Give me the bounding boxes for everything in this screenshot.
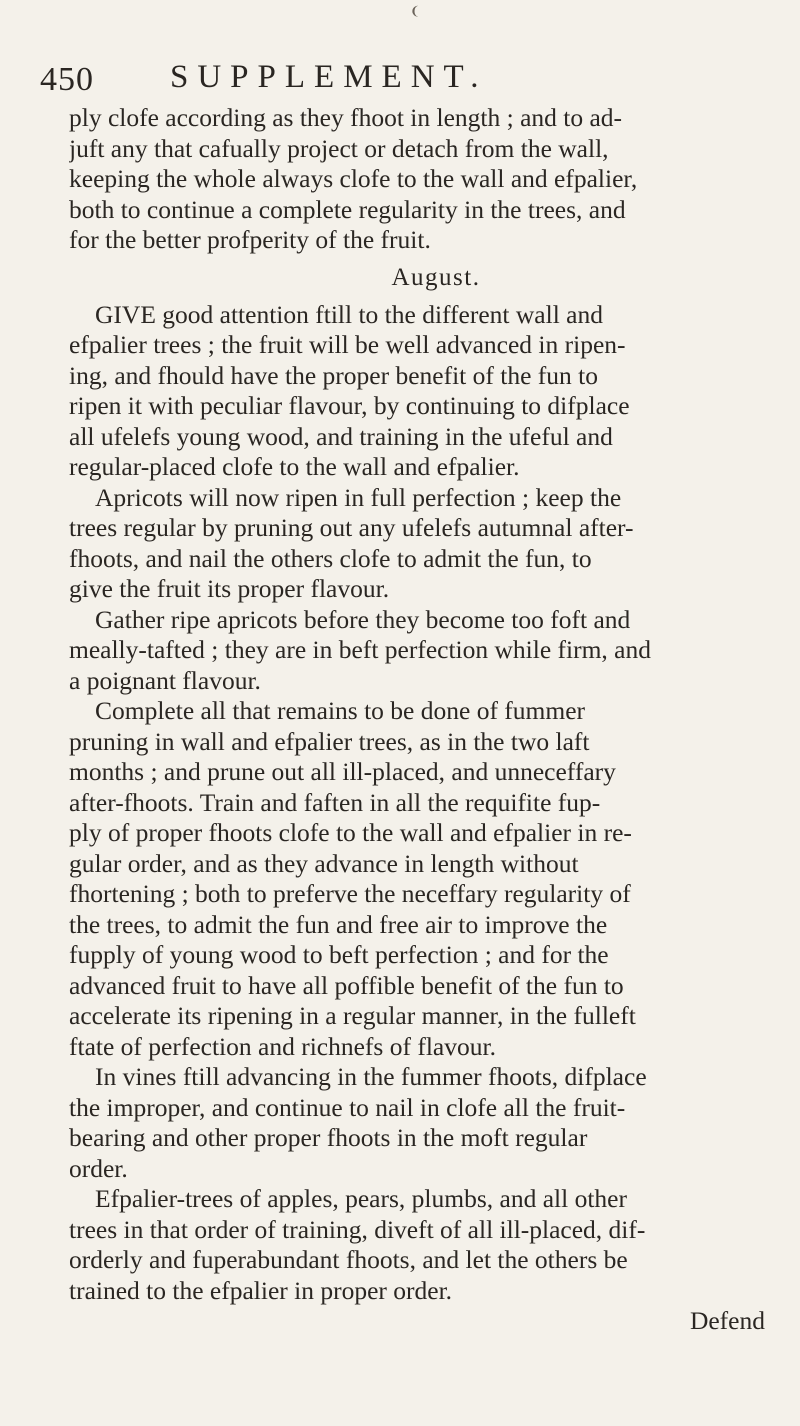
text-line: pruning in wall and efpalier trees, as in the two laft <box>69 726 590 756</box>
text-line: meally-tafted ; they are in beft perfection while firm, and <box>69 635 652 664</box>
text-line: efpalier trees ; the fruit will be well advanced in ripen- <box>69 330 626 359</box>
text-line: regular-placed clofe to the wall and efpalier. <box>69 452 520 481</box>
text-line: trees regular by pruning out any ufelefs autumnal after- <box>69 513 634 542</box>
text-line: advanced fruit to have all poffible benefit of the fun to <box>69 970 624 1000</box>
text-line: ing, and fhould have the proper benefit of the fun to <box>69 360 598 390</box>
text-line: both to continue a complete regularity in the trees, and <box>69 194 626 224</box>
text-line: GIVE good attention ftill to the different wall and <box>95 299 603 329</box>
text-line: months ; and prune out all ill-placed, and unneceffary <box>69 757 616 786</box>
page-number: 450 <box>40 61 94 98</box>
text-line: orderly and fuperabundant fhoots, and let the others be <box>69 1245 628 1274</box>
text-line: for the better profperity of the fruit. <box>69 225 431 254</box>
text-line: after-fhoots. Train and faften in all the requifite fup- <box>69 787 601 817</box>
text-line: In vines ftill advancing in the fummer fhoots, difplace <box>95 1062 647 1091</box>
text-line: fhoots, and nail the others clofe to admit the fun, to <box>69 543 592 573</box>
text-line: ripen it with peculiar flavour, by continuing to difplace <box>69 391 630 420</box>
ink-mark: ❨ <box>410 4 421 18</box>
running-head: SUPPLEMENT. <box>170 59 488 95</box>
text-line: Complete all that remains to be done of fummer <box>95 696 586 725</box>
text-line: ftate of perfection and richnefs of flavour. <box>69 1031 496 1061</box>
text-line: Gather ripe apricots before they become too foft and <box>95 604 631 634</box>
text-line: order. <box>69 1153 128 1183</box>
text-line: trees in that order of training, diveft of all ill-placed, dif- <box>69 1214 646 1244</box>
text-line: bearing and other proper fhoots in the moft regular <box>69 1123 588 1152</box>
body-text <box>69 103 769 1336</box>
catchword: Defend <box>689 1306 765 1335</box>
text-line: trained to the efpalier in proper order. <box>69 1275 453 1305</box>
text-line: give the fruit its proper flavour. <box>69 574 390 603</box>
text-line: gular order, and as they advance in length without <box>69 848 579 878</box>
text-line: fupply of young wood to beft perfection ; and for the <box>69 940 609 969</box>
text-line: juft any that cafually project or detach from the wall, <box>69 133 609 163</box>
text-line: all ufelefs young wood, and training in the ufeful and <box>69 421 613 451</box>
text-line: fhortening ; both to preferve the neceffary regularity of <box>69 879 631 908</box>
text-line: Efpalier-trees of apples, pears, plumbs, and all other <box>95 1184 627 1213</box>
text-line: the improper, and continue to nail in clofe all the fruit- <box>69 1092 626 1122</box>
text-line: a poignant flavour. <box>69 665 261 695</box>
text-line: Apricots will now ripen in full perfection ; keep the <box>95 482 622 512</box>
text-line: keeping the whole always clofe to the wall and efpalier, <box>69 164 638 193</box>
section-heading: August. <box>391 263 481 291</box>
text-line: ply clofe according as they fhoot in length ; and to ad- <box>69 103 623 132</box>
page-header <box>40 55 760 103</box>
text-line: the trees, to admit the fun and free air to improve the <box>69 909 608 939</box>
text-line: accelerate its ripening in a regular manner, in the fulleft <box>69 1001 636 1030</box>
text-line: ply of proper fhoots clofe to the wall and efpalier in re- <box>69 818 632 847</box>
